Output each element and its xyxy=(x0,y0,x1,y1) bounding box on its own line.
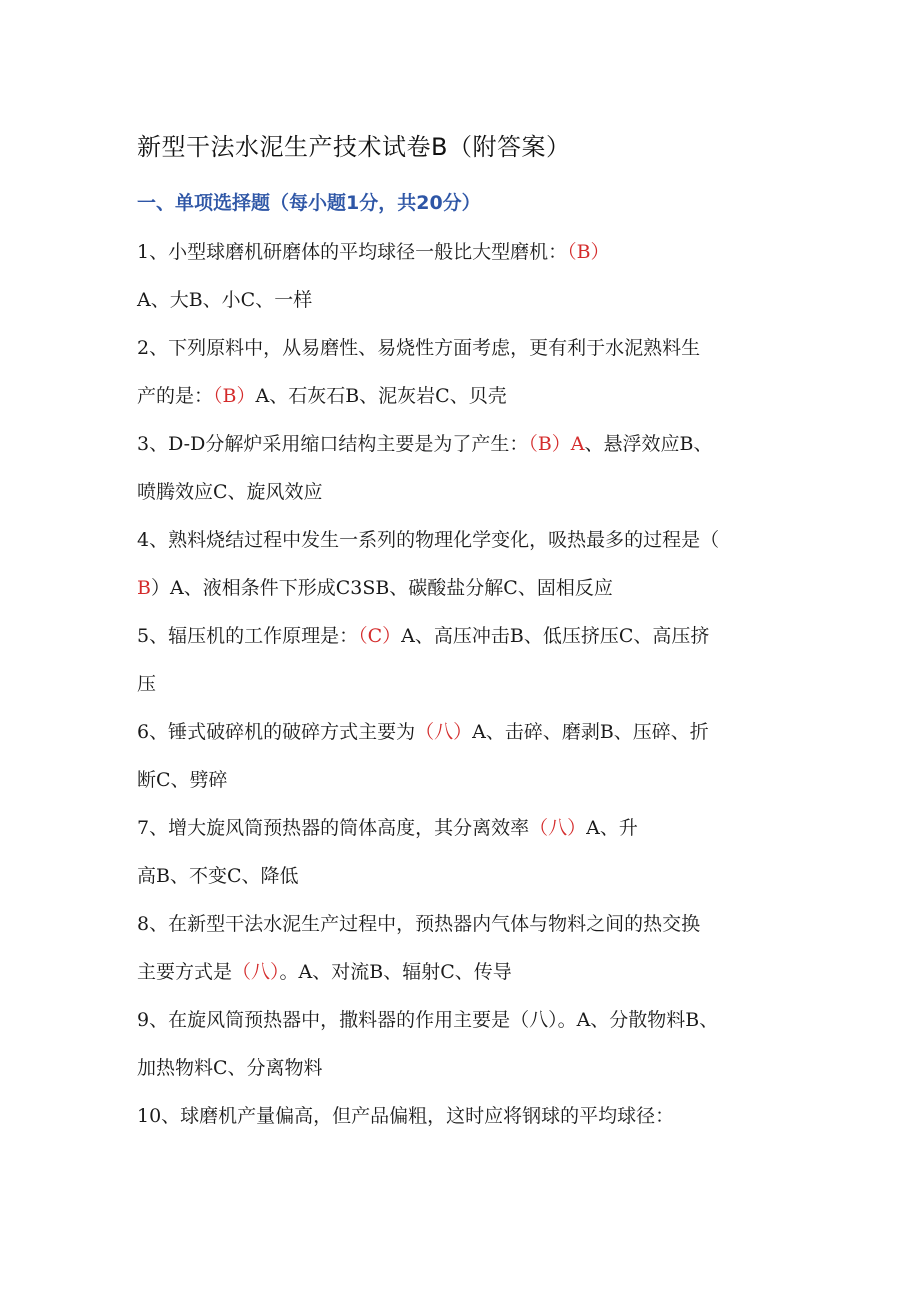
question-text: 8、在新型干法水泥生产过程中，预热器内气体与物料之间的热交换 xyxy=(137,913,701,935)
question-text: 7、增大旋风筒预热器的筒体高度，其分离效率 xyxy=(137,817,530,839)
section-heading: 一、单项选择题（每小题1分，共20分） xyxy=(137,192,481,214)
question-options: A、高压冲击B、低压挤压C、高压挤 xyxy=(401,625,710,647)
answer-mark: （B） xyxy=(213,385,256,407)
question-text: 产的是： xyxy=(137,385,214,407)
answer-mark: （八） xyxy=(529,817,587,839)
question-3-line-2 xyxy=(137,480,323,504)
question-options: 加热物料C、分离物料 xyxy=(137,1057,323,1079)
question-options: 、悬浮效应B、 xyxy=(584,433,713,455)
question-2-line-2 xyxy=(137,384,507,408)
question-text: 2、下列原料中，从易磨性、易烧性方面考虑，更有利于水泥熟料生 xyxy=(137,337,701,359)
question-4-line-1 xyxy=(137,528,719,552)
answer-mark: B xyxy=(137,577,151,599)
question-options: 断C、劈碎 xyxy=(137,769,228,791)
question-6-line-1 xyxy=(137,720,709,744)
question-text: 5、辐压机的工作原理是： xyxy=(137,625,359,647)
question-7-line-1 xyxy=(137,816,638,840)
question-text: 4、熟料烧结过程中发生一系列的物理化学变化，吸热最多的过程是（ xyxy=(137,529,720,551)
question-options: A、石灰石B、泥灰岩C、贝壳 xyxy=(255,385,507,407)
answer-mark: （八） xyxy=(232,961,280,983)
question-text: 9、在旋风筒预热器中，撒料器的作用主要是（八）。A、分散物料B、 xyxy=(137,1009,719,1031)
question-10-line-1 xyxy=(137,1104,674,1128)
document-title: 新型干法水泥生产技术试卷B（附答案） xyxy=(137,133,571,161)
answer-mark: （B） xyxy=(567,241,610,263)
question-1-line-2 xyxy=(137,288,312,312)
question-text: 10、球磨机产量偏高，但产品偏粗，这时应将钢球的平均球径： xyxy=(137,1105,675,1127)
question-7-line-2 xyxy=(137,864,299,888)
question-3-line-1 xyxy=(137,432,713,456)
question-options: A、升 xyxy=(586,817,638,839)
question-4-line-2 xyxy=(137,576,613,600)
question-6-line-2 xyxy=(137,768,228,792)
question-text: 6、锤式破碎机的破碎方式主要为 xyxy=(137,721,416,743)
question-options: ）A、液相条件下形成C3SB、碳酸盐分解C、固相反应 xyxy=(150,577,613,599)
question-options: A、击碎、磨剥B、压碎、折 xyxy=(472,721,709,743)
question-text: 1、小型球磨机研磨体的平均球径一般比大型磨机： xyxy=(137,241,568,263)
question-options: 喷腾效应C、旋风效应 xyxy=(137,481,323,503)
question-5-line-1 xyxy=(137,624,709,648)
answer-mark: （八） xyxy=(415,721,473,743)
answer-mark: （B）A xyxy=(528,433,585,455)
question-text: 主要方式是 xyxy=(137,961,233,983)
answer-mark: （C） xyxy=(358,625,402,647)
question-text: 3、D-D分解炉采用缩口结构主要是为了产生： xyxy=(137,433,529,455)
question-options: 高B、不变C、降低 xyxy=(137,865,299,887)
question-options: A、大B、小C、一样 xyxy=(137,289,313,311)
question-1-line-1 xyxy=(137,240,610,264)
question-2-line-1 xyxy=(137,336,700,360)
question-8-line-2 xyxy=(137,960,512,984)
question-options: 压 xyxy=(137,673,157,695)
question-8-line-1 xyxy=(137,912,700,936)
question-9-line-1 xyxy=(137,1008,718,1032)
question-options: 。A、对流B、辐射C、传导 xyxy=(279,961,512,983)
question-5-line-2 xyxy=(137,672,156,696)
question-9-line-2 xyxy=(137,1056,323,1080)
